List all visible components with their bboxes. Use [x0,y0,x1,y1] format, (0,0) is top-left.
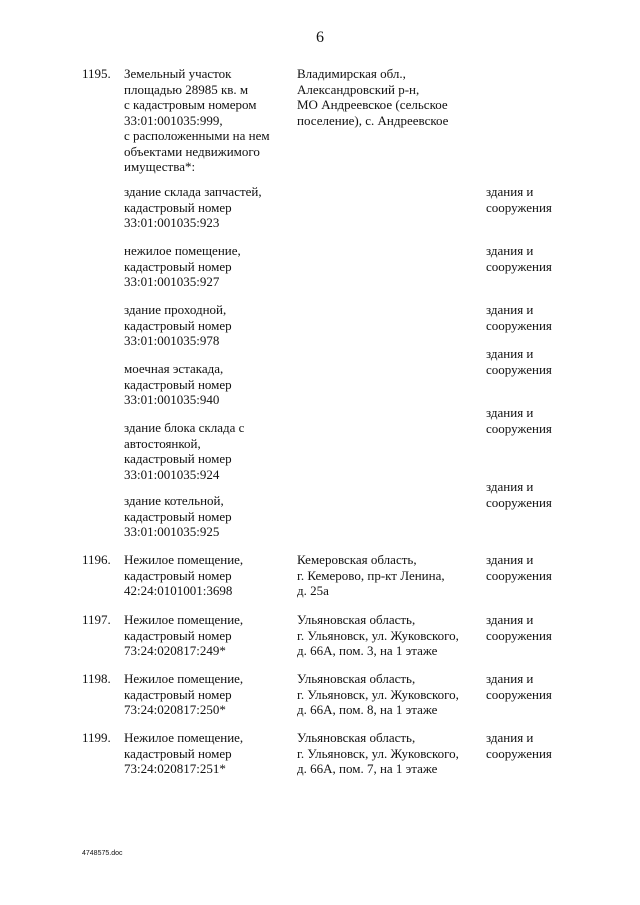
object-type: здания и сооружения [486,479,552,510]
entry-description: Нежилое помещение, кадастровый номер 73:24:020817:250* [124,671,244,717]
entry-number: 1198. [82,671,111,686]
entry-description: Нежилое помещение, кадастровый номер 42:24:0101001:3698 [124,552,244,598]
object-description: здание котельной, кадастровый номер 33:01:001035:925 [124,493,232,539]
entry-number: 1197. [82,612,111,627]
entry-address: Владимирская обл., Александровский р-н, МО Андреевское (сельское поселение), с. Андреевское [297,66,449,128]
entry-address: Ульяновская область, г. Ульяновск, ул. Жуковского, д. 66А, пом. 8, на 1 этаже [297,671,459,717]
entry-address: Ульяновская область, г. Ульяновск, ул. Жуковского, д. 66А, пом. 3, на 1 этаже [297,612,459,658]
object-description: здание проходной, кадастровый номер 33:01:001035:978 [124,302,232,348]
entry-description: Нежилое помещение, кадастровый номер 73:24:020817:249* [124,612,244,658]
object-description: здание блока склада с автостоянкой, кадастровый номер 33:01:001035:924 [124,420,245,482]
footer-filename: 4748575.doc [82,850,123,857]
entry-type: здания и сооружения [486,730,552,761]
page-number: 6 [316,29,324,46]
entry-type: здания и сооружения [486,671,552,702]
object-type: здания и сооружения [486,243,552,274]
entry-address: Кемеровская область, г. Кемерово, пр-кт Ленина, д. 25а [297,552,445,598]
object-type: здания и сооружения [486,184,552,215]
entry-description: Земельный участок площадью 28985 кв. м с кадастровым номером 33:01:001035:999, с расположенными на нем объектами недвижимого имущества*: [124,66,270,174]
entry-number: 1199. [82,730,111,745]
entry-address: Ульяновская область, г. Ульяновск, ул. Жуковского, д. 66А, пом. 7, на 1 этаже [297,730,459,776]
entry-description: Нежилое помещение, кадастровый номер 73:24:020817:251* [124,730,244,776]
object-type: здания и сооружения [486,405,552,436]
entry-type: здания и сооружения [486,552,552,583]
entry-type: здания и сооружения [486,612,552,643]
object-description: нежилое помещение, кадастровый номер 33:01:001035:927 [124,243,241,289]
object-type: здания и сооружения [486,346,552,377]
object-description: здание склада запчастей, кадастровый номер 33:01:001035:923 [124,184,262,230]
entry-number: 1195. [82,66,111,81]
object-description: моечная эстакада, кадастровый номер 33:01:001035:940 [124,361,232,407]
entry-number: 1196. [82,552,111,567]
object-type: здания и сооружения [486,302,552,333]
